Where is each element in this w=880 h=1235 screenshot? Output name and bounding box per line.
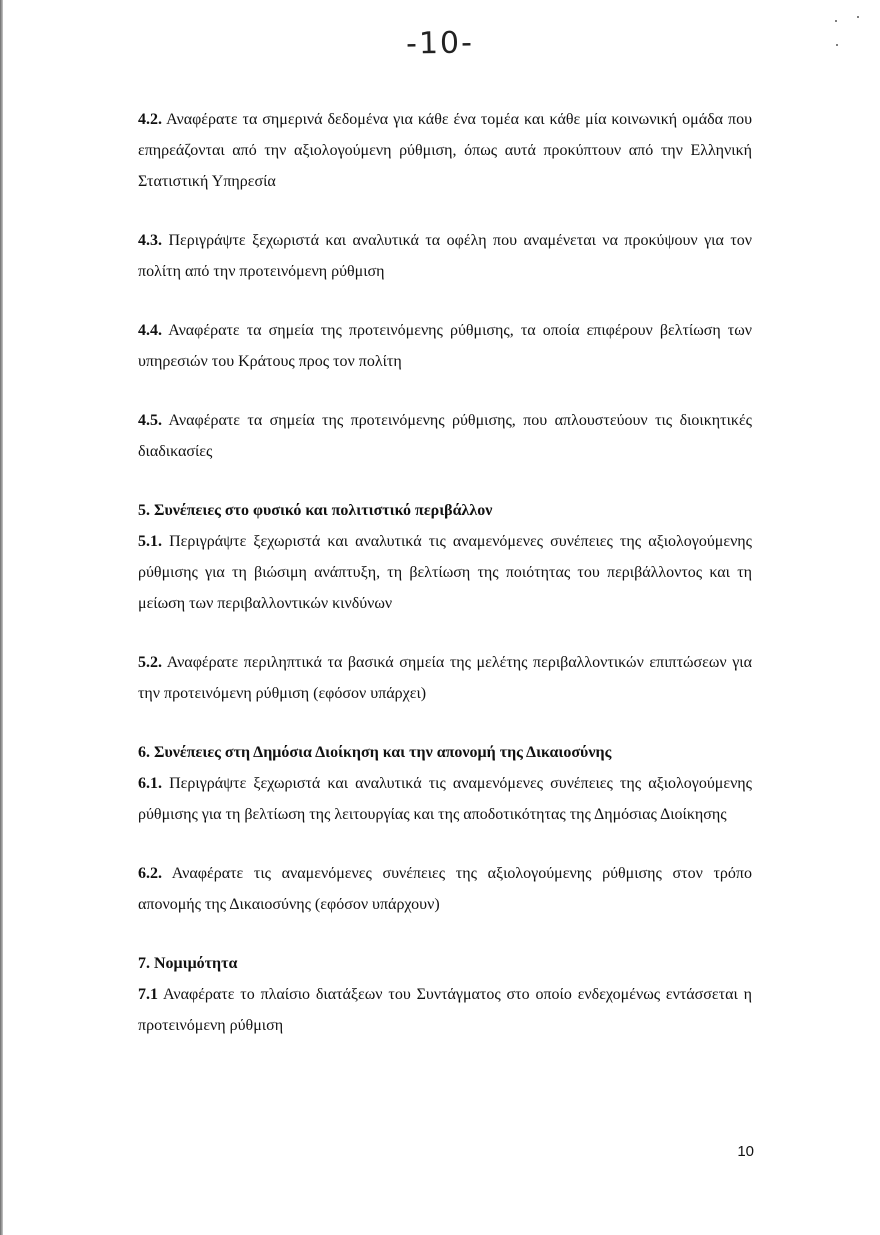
item-4-3 xyxy=(138,225,752,287)
section-7-heading: 7. Νομιμότητα xyxy=(138,955,238,972)
page-number: 10 xyxy=(737,1143,754,1160)
item-number: 4.2. xyxy=(138,111,162,128)
item-7-1 xyxy=(138,979,752,1041)
item-6-1 xyxy=(138,768,752,830)
item-number: 4.5. xyxy=(138,412,162,429)
item-number: 5.2. xyxy=(138,654,162,671)
document-body xyxy=(138,104,752,1041)
item-text: Περιγράψτε ξεχωριστά και αναλυτικά τις αναμενόμενες συνέπειες της αξιολογούμενης ρύθμισης για τη βελτίωση της λειτουργίας και της αποδοτικότητας της Δημόσιας Διοίκησης xyxy=(138,775,752,823)
item-4-4 xyxy=(138,315,752,377)
item-number: 4.4. xyxy=(138,322,162,339)
item-text: Αναφέρατε τα σημεία της προτεινόμενης ρύθμισης, που απλουστεύουν τις διοικητικές διαδικασίες xyxy=(138,412,752,460)
handwritten-page-mark: -10- xyxy=(405,25,475,62)
item-number: 6.2. xyxy=(138,865,162,882)
item-text: Περιγράψτε ξεχωριστά και αναλυτικά τις αναμενόμενες συνέπειες της αξιολογούμενης ρύθμισης για τη βιώσιμη ανάπτυξη, τη βελτίωση της ποιότητας του περιβάλλοντος και τη μείωση των περιβαλλοντικών κινδύνων xyxy=(138,533,752,612)
item-text: Αναφέρατε τα σημεία της προτεινόμενης ρύθμισης, τα οποία επιφέρουν βελτίωση των υπηρεσιών του Κράτους προς τον πολίτη xyxy=(138,322,752,370)
item-5-2 xyxy=(138,647,752,709)
item-number: 5.1. xyxy=(138,533,162,550)
item-text: Αναφέρατε τα σημερινά δεδομένα για κάθε ένα τομέα και κάθε μία κοινωνική ομάδα που επηρεάζονται από την αξιολογούμενη ρύθμιση, όπως αυτά προκύπτουν από την Ελληνική Στατιστική Υπηρεσία xyxy=(138,111,752,190)
item-4-2 xyxy=(138,104,752,197)
item-number: 7.1 xyxy=(138,986,158,1003)
scan-edge xyxy=(0,0,3,1235)
item-6-2 xyxy=(138,858,752,920)
section-6-heading: 6. Συνέπειες στη Δημόσια Διοίκηση και την απονομή της Δικαιοσύνης xyxy=(138,744,612,761)
item-text: Αναφέρατε τις αναμενόμενες συνέπειες της αξιολογούμενης ρύθμισης στον τρόπο απονομής της Δικαιοσύνης (εφόσον υπάρχουν) xyxy=(138,865,752,913)
item-number: 6.1. xyxy=(138,775,162,792)
item-text: Αναφέρατε το πλαίσιο διατάξεων του Συντάγματος στο οποίο ενδεχομένως εντάσσεται η προτεινόμενη ρύθμιση xyxy=(138,986,752,1034)
item-text: Αναφέρατε περιληπτικά τα βασικά σημεία της μελέτης περιβαλλοντικών επιπτώσεων για την προτεινόμενη ρύθμιση (εφόσον υπάρχει) xyxy=(138,654,752,702)
item-4-5 xyxy=(138,405,752,467)
item-number: 4.3. xyxy=(138,232,162,249)
item-5-1 xyxy=(138,526,752,619)
item-text: Περιγράψτε ξεχωριστά και αναλυτικά τα οφέλη που αναμένεται να προκύψουν για τον πολίτη από την προτεινόμενη ρύθμιση xyxy=(138,232,752,280)
section-5-heading: 5. Συνέπειες στο φυσικό και πολιτιστικό περιβάλλον xyxy=(138,502,493,519)
